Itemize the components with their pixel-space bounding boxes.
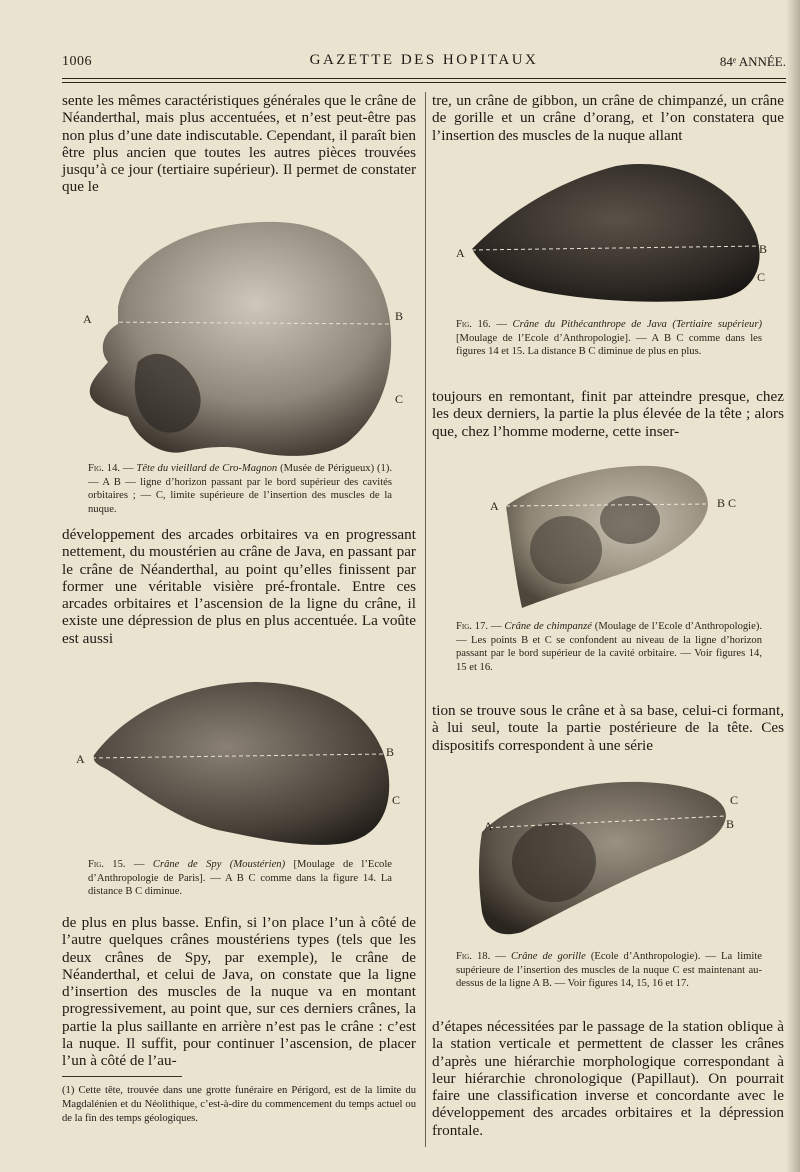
figure-14-cro-magnon-skull [78,212,398,460]
fig16-caption-title: Crâne du Pithécanthrope de Java (Tertiaire supérieur) [512,319,762,330]
journal-year: 84ᵉ ANNÉE. [719,54,786,69]
journal-title: GAZETTE DES HOPITAUX [309,52,539,68]
fig17-label-bc: B C [717,496,737,510]
fig14-caption-rest: (Musée de Périgueux) (1). — A B — ligne d’horizon passant par le bord supérieur des cavités orbitaires ; — C, limite supérieure de l’insertion des muscles de la nuque. [88,463,392,515]
page-edge-shadow [786,0,800,1172]
right-paragraph-2: toujours en remontant, finit par atteindre presque, chez les deux derniers, la partie la plus élevée de la tête ; alors que, chez l’homme moderne, cette inser- [432,388,784,440]
fig16-caption [456,318,762,359]
java-skull-illustration [466,154,766,304]
fig15-label-c: C [392,793,401,807]
fig16-label-a: A [456,246,465,260]
chimpanzee-skull-illustration [502,460,712,608]
fig18-label-a: A [484,819,493,833]
fig18-caption-title: Crâne de gorille [510,951,586,962]
fig18-label-c: C [730,793,739,807]
fig15-label-a: A [76,752,85,766]
fig16-caption-prefix: Fig. 16. — [456,319,513,330]
fig18-caption-rest: (Ecole d’Anthropologie). — La limite supérieure de l’insertion des muscles de la nuque C est maintenant au-dessus de la ligne A B. — Voir figures 14, 15, 16 et 17. [456,951,762,989]
left-paragraph-1: sente les mêmes caractéristiques générales que le crâne de Néanderthal, mais plus accentuées, et n’est peut-être pas non plus d’une date indiscutable. Cependant, il paraît bien être plus ancien que toutes les autres pièces trouvées jusqu’à ce jour (tertiaire supérieur). Il permet de constater que le [62,92,416,196]
right-paragraph-1: tre, un crâne de gibbon, un crâne de chimpanzé, un crâne de gorille et un crâne d’orang, et l’on constatera que l’insertion des muscles de la nuque allant [432,92,784,144]
fig15-caption-rest: [Moulage de l’Ecole d’Anthropologie de Paris]. — A B C comme dans la figure 14. La distance B C diminue. [88,859,393,897]
running-header [62,52,786,74]
fig14-label-b: B [395,309,404,323]
fig18-caption-prefix: Fig. 18. — [456,951,511,962]
figure-18-gorilla-skull [472,772,730,938]
fig17-caption-title: Crâne de chimpanzé [504,621,592,632]
right-paragraph-3: tion se trouve sous le crâne et à sa base, celui-ci formant, à lui seul, toute la partie postérieure de la tête. Ces dispositifs correspondent à une série [432,702,784,754]
fig14-caption-title: Tête du vieillard de Cro-Magnon [136,463,278,474]
fig14-label-c: C [395,392,404,406]
fig16-label-b: B [759,242,768,256]
fig14-caption [88,462,392,516]
fig15-label-b: B [386,745,395,759]
fig17-caption-rest: (Moulage de l’Ecole d’Anthropologie). — Les points B et C se confondent au niveau de la ligne d’horizon passant par le bord supérieur de la cavité orbitaire. — Voir figures 14, 15 et 16. [456,621,762,673]
fig17-caption [456,620,762,674]
cro-magnon-skull-illustration [78,212,398,460]
gorilla-skull-illustration [472,772,730,938]
fig16-caption-rest: [Moulage de l’Ecole d’Anthropologie]. — A B C comme dans les figures 14 et 15. La distance B C diminue de plus en plus. [456,332,762,357]
fig18-label-b: B [726,817,735,831]
figure-17-chimpanzee-skull [502,460,712,608]
fig15-caption [88,858,392,899]
fig15-caption-prefix: Fig. 15. — [88,859,153,870]
left-paragraph-3: de plus en plus basse. Enfin, si l’on place l’un à côté de l’autre quelques crânes moustériens types (tels que les deux crânes de Spy, par exemple), le crâne de Néanderthal, et celui de Java, on constate que la ligne d’insertion des muscles de la nuque va en montant progressivement, au point que, sur ces derniers crânes, la partie la plus saillante en arrière n’est pas le crâne : c’est la nuque. Il suffit, pour continuer l’ascension, de placer l’un à côté de l’au- [62,914,416,1070]
left-paragraph-2: développement des arcades orbitaires va en progressant nettement, du moustérien au crâne de Java, en passant par le crâne de Néanderthal, au point qu’elles finissent par former une véritable visière pré-frontale. Entre ces arcades orbitaires et l’ascension de la ligne du crâne, il existe une dépression de plus en plus accentuée. La voûte est aussi [62,526,416,647]
fig17-caption-prefix: Fig. 17. — [456,621,505,632]
fig16-label-c: C [757,270,766,284]
fig17-label-a: A [490,499,499,513]
header-rule-thin [62,82,786,83]
footnote-rule [62,1076,182,1077]
column-divider [425,92,426,1147]
figure-16-java-skull [466,154,766,304]
footnote: (1) Cette tête, trouvée dans une grotte funéraire en Périgord, est de la limite du Magdalénien et du Néolithique, c’est-à-dire du commencement du temps actuel ou de la fin des temps géologiques. [62,1085,416,1124]
right-paragraph-4: d’étapes nécessitées par le passage de la station oblique à la station verticale et permettent de classer les crânes d’après une hiérarchie morphologique correspondant à leur hiérarchie chronologique (Papillaut). On pourrait faire une classification inverse et concordante avec le développement des arcades orbitaires et la dépression frontale. [432,1018,784,1139]
spy-skull-illustration [88,670,394,850]
fig18-caption [456,950,762,991]
figure-15-spy-skull [88,670,394,850]
fig15-caption-title: Crâne de Spy (Moustérien) [152,859,286,870]
fig14-label-a: A [83,312,92,326]
fig14-caption-prefix: Fig. 14. — [88,463,137,474]
page-number: 1006 [62,54,92,69]
header-rule [62,78,786,79]
